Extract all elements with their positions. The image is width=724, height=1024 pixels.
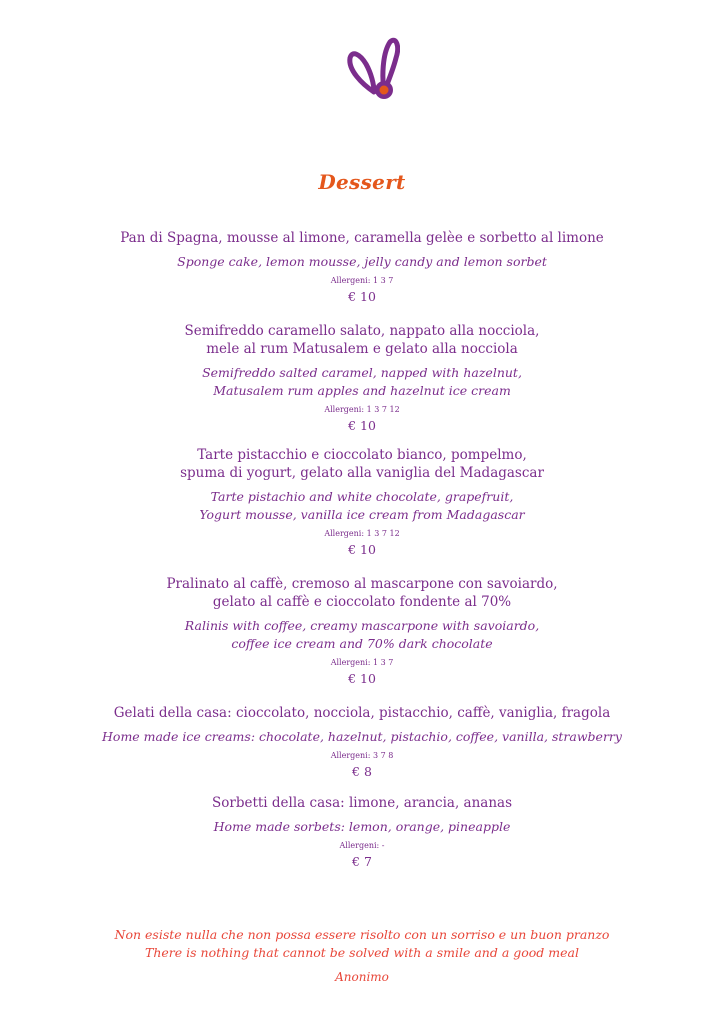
item-price: € 10 bbox=[348, 671, 376, 686]
menu-item bbox=[0, 575, 724, 687]
item-italian-name bbox=[0, 575, 724, 611]
item-italian-name: Sorbetti della casa: limone, arancia, ananas bbox=[212, 795, 512, 811]
item-english-name bbox=[0, 488, 724, 524]
item-price: € 10 bbox=[348, 418, 376, 433]
quote-english: There is nothing that cannot be solved with a smile and a good meal bbox=[145, 945, 579, 960]
item-english-name: Sponge cake, lemon mousse, jelly candy and lemon sorbet bbox=[177, 254, 547, 269]
item-allergens: Allergeni: 1 3 7 bbox=[330, 658, 394, 667]
item-allergens: Allergeni: 1 3 7 12 bbox=[324, 405, 400, 414]
item-italian-name: Gelati della casa: cioccolato, nocciola, pistacchio, caffè, vaniglia, fragola bbox=[113, 705, 611, 721]
quote-author: Anonimo bbox=[335, 970, 389, 984]
item-price: € 10 bbox=[348, 542, 376, 557]
item-english-name bbox=[0, 364, 724, 400]
item-english-line-1: Tarte pistachio and white chocolate, grapefruit, bbox=[210, 489, 514, 504]
quote-italian: Non esiste nulla che non possa essere risolto con un sorriso e un buon pranzo bbox=[114, 927, 610, 942]
item-italian-line-2: mele al rum Matusalem e gelato alla nocciola bbox=[206, 341, 518, 357]
menu-item bbox=[0, 229, 724, 305]
item-italian-line-2: gelato al caffè e cioccolato fondente al 70% bbox=[212, 594, 512, 610]
footer-quote bbox=[0, 926, 724, 986]
item-english-line-1: Ralinis with coffee, creamy mascarpone with savoiardo, bbox=[184, 618, 540, 633]
item-allergens: Allergeni: 1 3 7 bbox=[330, 276, 394, 285]
item-price: € 8 bbox=[352, 764, 372, 779]
item-english-line-2: coffee ice cream and 70% dark chocolate bbox=[231, 636, 493, 651]
item-price: € 7 bbox=[352, 854, 372, 869]
item-allergens: Allergeni: - bbox=[339, 841, 385, 850]
item-allergens: Allergeni: 1 3 7 12 bbox=[324, 529, 400, 538]
item-allergens: Allergeni: 3 7 8 bbox=[330, 751, 394, 760]
item-italian-name bbox=[0, 446, 724, 482]
menu-title: Dessert bbox=[318, 170, 406, 194]
menu-item bbox=[0, 794, 724, 870]
item-english-name: Home made ice creams: chocolate, hazelnut, pistachio, coffee, vanilla, strawberry bbox=[102, 729, 622, 744]
item-english-line-2: Yogurt mousse, vanilla ice cream from Madagascar bbox=[199, 507, 525, 522]
item-italian-name: Pan di Spagna, mousse al limone, caramella gelèe e sorbetto al limone bbox=[120, 230, 604, 246]
item-italian-line-1: Tarte pistacchio e cioccolato bianco, pompelmo, bbox=[197, 447, 527, 463]
item-italian-name bbox=[0, 322, 724, 358]
menu-item bbox=[0, 446, 724, 558]
item-italian-line-2: spuma di yogurt, gelato alla vaniglia del Madagascar bbox=[180, 465, 544, 481]
bunny-ears-logo-icon bbox=[344, 32, 400, 104]
menu-item bbox=[0, 322, 724, 434]
item-italian-line-1: Semifreddo caramello salato, nappato alla nocciola, bbox=[184, 323, 540, 339]
item-english-line-2: Matusalem rum apples and hazelnut ice cream bbox=[213, 383, 511, 398]
item-english-line-1: Semifreddo salted caramel, napped with hazelnut, bbox=[202, 365, 522, 380]
item-english-name bbox=[0, 617, 724, 653]
item-italian-line-1: Pralinato al caffè, cremoso al mascarpone con savoiardo, bbox=[166, 576, 558, 592]
menu-item bbox=[0, 704, 724, 780]
item-english-name: Home made sorbets: lemon, orange, pineapple bbox=[213, 819, 511, 834]
item-price: € 10 bbox=[348, 289, 376, 304]
